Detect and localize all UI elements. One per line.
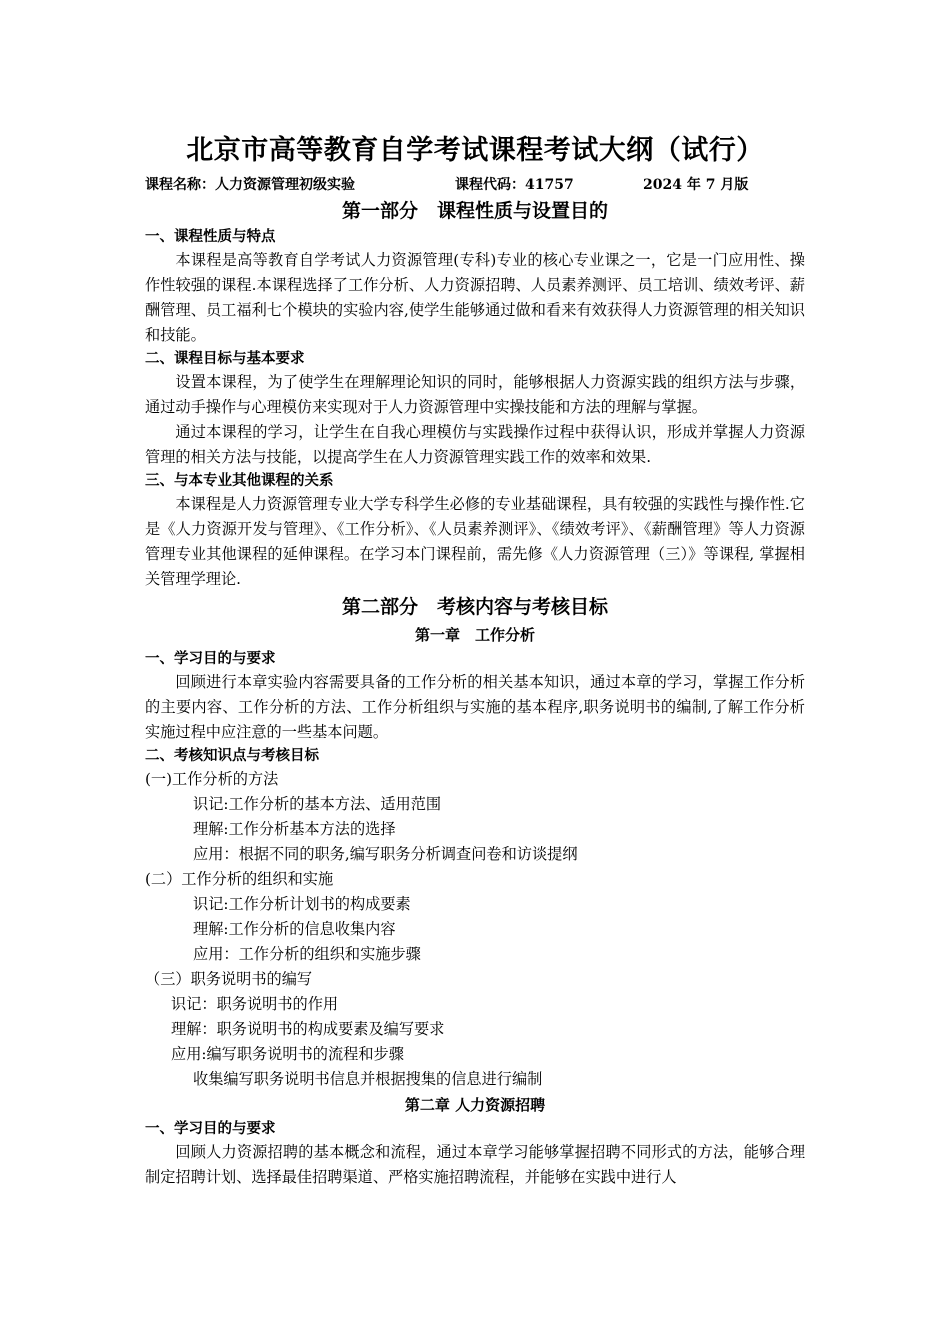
group-title: (一)工作分析的方法: [145, 770, 279, 788]
list-item: 识记：职务说明书的作用: [171, 995, 339, 1013]
section-heading: 一、课程性质与特点: [145, 228, 276, 245]
course-code: 课程代码：41757: [455, 177, 574, 193]
document-page: [145, 128, 805, 1190]
document-title: 北京市高等教育自学考试课程考试大纲（试行）: [186, 135, 764, 166]
part-two-heading: 第二部分 考核内容与考核目标: [341, 596, 608, 618]
group-title: (二）工作分析的组织和实施: [145, 870, 334, 888]
list-item: 应用:编写职务说明书的流程和步骤: [171, 1045, 404, 1063]
chapter-heading: 第一章 工作分析: [414, 626, 535, 644]
course-name: 课程名称：人力资源管理初级实验: [145, 177, 355, 193]
section-heading: 二、课程目标与基本要求: [145, 350, 305, 367]
part-one-heading: 第一部分 课程性质与设置目的: [341, 200, 608, 222]
list-item: 理解：职务说明书的构成要素及编写要求: [171, 1020, 445, 1038]
group-title: （三）职务说明书的编写: [145, 970, 313, 988]
chapter-heading: 第二章 人力资源招聘: [404, 1096, 546, 1114]
list-item: 收集编写职务说明书信息并根据搜集的信息进行编制: [193, 1070, 543, 1088]
course-meta: [145, 174, 805, 196]
section-heading: 一、学习目的与要求: [145, 1120, 276, 1137]
edition: 2024 年 7 月版: [643, 177, 749, 193]
list-item: 识记:工作分析计划书的构成要素: [193, 895, 411, 913]
list-item: 应用：根据不同的职务,编写职务分析调查问卷和访谈提纲: [193, 845, 578, 863]
section-heading: 二、考核知识点与考核目标: [145, 747, 319, 764]
section-heading: 三、与本专业其他课程的关系: [145, 472, 334, 489]
paragraph: 本课程是高等教育自学考试人力资源管理(专科)专业的核心专业课之一，它是一门应用性、操作性较强的课程.本课程选择了工作分析、人力资源招聘、人员素养测评、员工培训、绩效考评、薪酬管理、员工福利七个模块的实验内容,使学生能够通过做和看来有效获得人力资源管理的相关知识和技能。: [145, 251, 805, 344]
paragraph: 设置本课程，为了使学生在理解理论知识的同时，能够根据人力资源实践的组织方法与步骤，通过动手操作与心理模仿来实现对于人力资源管理中实操技能和方法的理解与掌握。: [145, 373, 805, 416]
list-item: 理解:工作分析的信息收集内容: [193, 920, 396, 938]
list-item: 应用：工作分析的组织和实施步骤: [193, 945, 421, 963]
list-item: 识记:工作分析的基本方法、适用范围: [193, 795, 442, 813]
paragraph: 通过本课程的学习，让学生在自我心理模仿与实践操作过程中获得认识，形成并掌握人力资源管理的相关方法与技能，以提高学生在人力资源管理实践工作的效率和效果.: [145, 423, 805, 466]
section-heading: 一、学习目的与要求: [145, 650, 276, 667]
paragraph: 本课程是人力资源管理专业大学专科学生必修的专业基础课程，具有较强的实践性与操作性.它是《人力资源开发与管理》、《工作分析》、《人员素养测评》、《绩效考评》、《薪酬管理》等人力资源管理专业其他课程的延伸课程。在学习本门课程前，需先修《人力资源管理（三）》等课程, 掌握相关管理学理论.: [145, 495, 805, 588]
paragraph: 回顾进行本章实验内容需要具备的工作分析的相关基本知识，通过本章的学习，掌握工作分析的主要内容、工作分析的方法、工作分析组织与实施的基本程序,职务说明书的编制,了解工作分析实施过程中应注意的一些基本问题。: [145, 673, 805, 741]
list-item: 理解:工作分析基本方法的选择: [193, 820, 396, 838]
paragraph: 回顾人力资源招聘的基本概念和流程，通过本章学习能够掌握招聘不同形式的方法，能够合理制定招聘计划、选择最佳招聘渠道、严格实施招聘流程，并能够在实践中进行人: [145, 1143, 805, 1186]
